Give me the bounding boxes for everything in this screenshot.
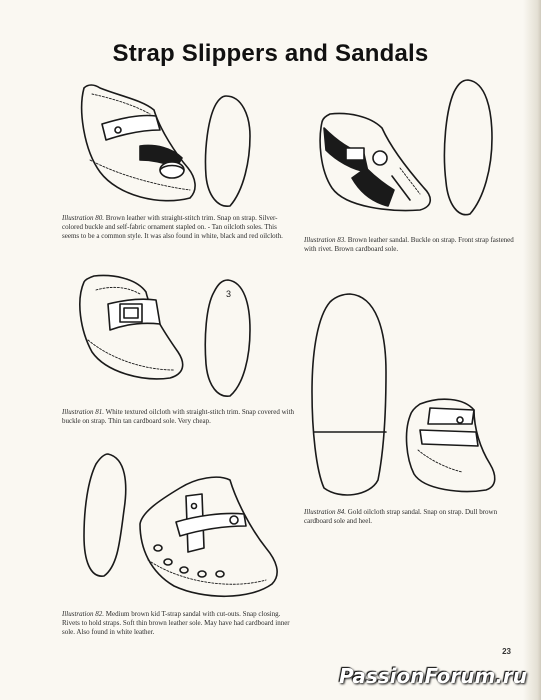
caption-illustration-83 — [304, 236, 516, 254]
caption-illustration-81 — [62, 408, 294, 426]
illustration-81-shoe — [80, 276, 183, 379]
caption-label: Illustration 81. — [62, 408, 105, 416]
illustration-83-sole — [444, 80, 492, 215]
caption-illustration-82 — [62, 610, 294, 637]
caption-text: Medium brown kid T-strap sandal with cut-outs. Snap closing. Rivets to hold straps. Soft thin brown leather sole. May have had cardboard inner sole. Also found in white leather. — [62, 610, 290, 636]
watermark: PassionForum.ru — [338, 664, 527, 688]
caption-text: Gold oilcloth strap sandal. Snap on strap. Dull brown cardboard sole and heel. — [304, 508, 498, 525]
page-title: Strap Slippers and Sandals — [112, 40, 429, 67]
caption-label: Illustration 83. — [304, 236, 347, 244]
illustration-80-shoe — [82, 85, 195, 201]
illustration-80-sole — [205, 96, 250, 206]
caption-label: Illustration 80. — [62, 214, 105, 222]
illustration-82-sole — [84, 454, 126, 576]
page-number: 23 — [502, 647, 511, 656]
caption-text: White textured oilcloth with straight-stitch trim. Snap covered with buckle on strap. Thin tan cardboard sole. Very cheap. — [62, 408, 295, 425]
caption-text: Brown leather with straight-stitch trim. Snap on strap. Silver-colored buckle and self-fabric ornament stapled on. - Tan oilcloth soles. This seems to be a common style. It was also found in white, black and red oilcloth. — [62, 214, 283, 240]
caption-label: Illustration 84. — [304, 508, 347, 516]
caption-illustration-80 — [62, 214, 294, 241]
illustration-84-sandal — [407, 399, 495, 491]
illustration-82-sandal — [140, 477, 277, 596]
caption-text: Brown leather sandal. Buckle on strap. Front strap fastened with rivet. Brown cardboard sole. — [304, 236, 514, 253]
pattern-marker: 3 — [226, 289, 232, 299]
illustration-83-sandal — [320, 114, 430, 211]
illustration-84-sole — [312, 294, 386, 495]
caption-label: Illustration 82. — [62, 610, 105, 618]
caption-illustration-84 — [304, 508, 516, 526]
